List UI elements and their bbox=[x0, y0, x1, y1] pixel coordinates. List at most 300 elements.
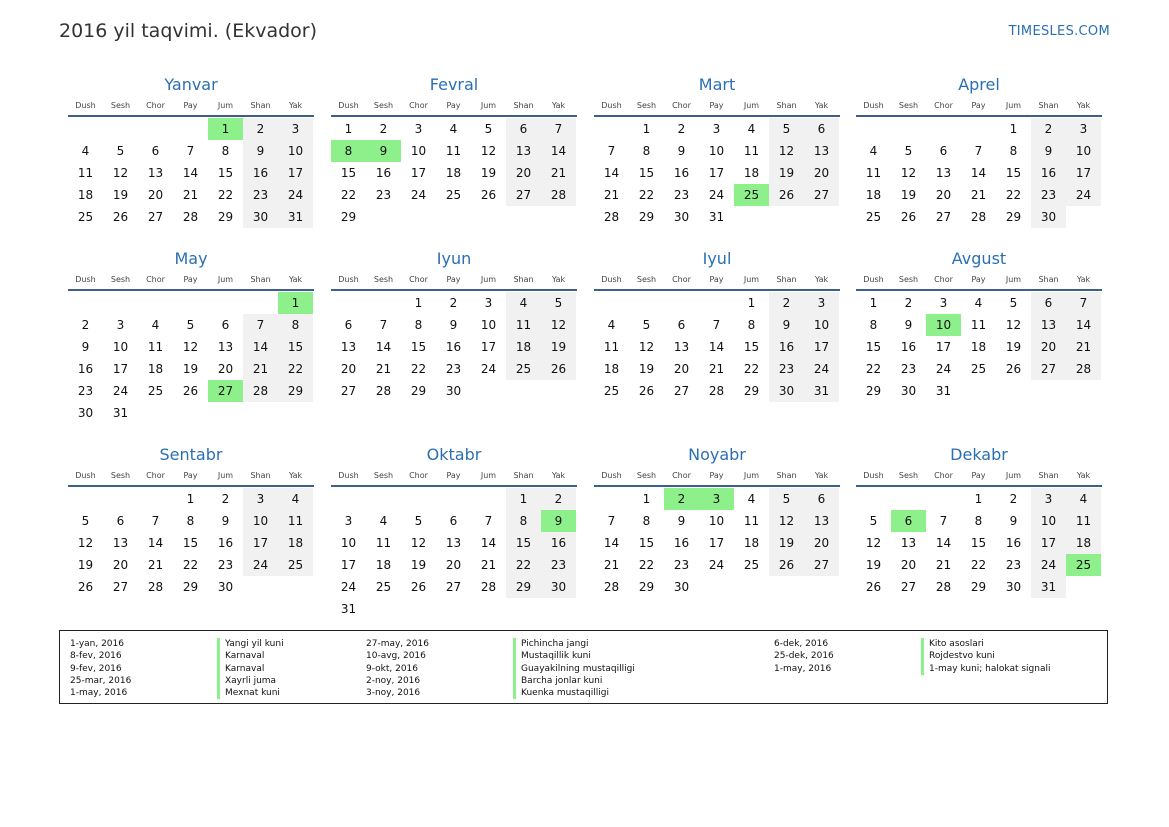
day-cell: 24 bbox=[480, 362, 497, 376]
weekday-label: Pay bbox=[709, 275, 724, 284]
empty-cell bbox=[594, 118, 629, 140]
day-cell: 22 bbox=[278, 358, 313, 380]
day-cell: 17 bbox=[935, 340, 952, 354]
day-cell: 1 bbox=[344, 122, 353, 136]
legend-row bbox=[366, 687, 721, 699]
day-cell: 6 bbox=[804, 488, 839, 510]
month-may bbox=[68, 248, 314, 424]
day-cell: 25 bbox=[865, 210, 882, 224]
day-cell: 20 bbox=[804, 162, 839, 184]
weekday-label: Pay bbox=[709, 471, 724, 480]
day-cell: 12 bbox=[182, 340, 199, 354]
day-cell: 5 bbox=[1009, 296, 1018, 310]
weekday-label: Chor bbox=[146, 275, 165, 284]
month-name: Dekabr bbox=[950, 445, 1008, 464]
month-name: Fevral bbox=[429, 75, 479, 94]
empty-cell bbox=[68, 118, 103, 140]
day-cell: 1 bbox=[974, 492, 983, 506]
day-cell: 7 bbox=[541, 118, 576, 140]
month-name: Noyabr bbox=[688, 445, 746, 464]
day-cell: 22 bbox=[638, 188, 655, 202]
day-cell: 16 bbox=[445, 340, 462, 354]
legend-marker bbox=[513, 650, 516, 662]
day-cell: 4 bbox=[278, 488, 313, 510]
day-grid bbox=[331, 118, 577, 228]
weekday-label: Chor bbox=[409, 471, 428, 480]
day-cell: 30 bbox=[217, 580, 234, 594]
day-cell: 11 bbox=[445, 144, 462, 158]
weekday-label: Pay bbox=[446, 471, 461, 480]
weekday-header bbox=[68, 273, 314, 287]
day-cell: 26 bbox=[77, 580, 94, 594]
month-name: May bbox=[174, 249, 208, 268]
day-cell: 4 bbox=[81, 144, 90, 158]
day-cell: 6 bbox=[804, 118, 839, 140]
day-cell: 27 bbox=[147, 210, 164, 224]
day-cell: 7 bbox=[607, 144, 616, 158]
day-cell: 17 bbox=[112, 362, 129, 376]
day-cell: 20 bbox=[340, 362, 357, 376]
weekday-label: Jum bbox=[743, 471, 760, 480]
day-cell: 28 bbox=[375, 384, 392, 398]
day-cell: 22 bbox=[865, 362, 882, 376]
day-grid bbox=[68, 292, 314, 424]
day-cell: 20 bbox=[445, 558, 462, 572]
day-cell: 15 bbox=[743, 340, 760, 354]
day-cell: 28 bbox=[970, 210, 987, 224]
empty-cell bbox=[664, 292, 699, 314]
day-cell: 21 bbox=[603, 558, 620, 572]
empty-cell bbox=[891, 488, 926, 510]
legend-holiday-name: Barcha jonlar kuni bbox=[521, 675, 603, 686]
day-grid bbox=[856, 488, 1102, 598]
day-cell: 6 bbox=[151, 144, 160, 158]
weekday-label: Pay bbox=[971, 275, 986, 284]
day-cell: 15 bbox=[217, 166, 234, 180]
day-cell: 20 bbox=[506, 162, 541, 184]
day-cell: 22 bbox=[506, 554, 541, 576]
weekday-label: Chor bbox=[146, 101, 165, 110]
day-cell: 12 bbox=[410, 536, 427, 550]
legend-holiday-name: Kuenka mustaqilligi bbox=[521, 688, 609, 699]
weekday-label: Dush bbox=[75, 275, 96, 284]
day-cell: 18 bbox=[743, 166, 760, 180]
empty-cell bbox=[173, 118, 208, 140]
empty-cell bbox=[138, 118, 173, 140]
legend-date: 3-noy, 2016 bbox=[366, 688, 421, 699]
day-cell: 1 bbox=[642, 492, 651, 506]
day-cell: 20 bbox=[147, 188, 164, 202]
legend-date: 9-fev, 2016 bbox=[70, 663, 122, 674]
weekday-label: Yak bbox=[288, 275, 303, 284]
day-cell: 24 bbox=[1066, 184, 1101, 206]
weekday-header bbox=[68, 469, 314, 483]
weekday-label: Shan bbox=[513, 275, 534, 284]
month-name: Aprel bbox=[958, 75, 1000, 94]
day-cell: 22 bbox=[182, 558, 199, 572]
weekday-label: Jum bbox=[480, 101, 497, 110]
day-cell: 8 bbox=[642, 144, 651, 158]
day-cell: 31 bbox=[340, 602, 357, 616]
day-cell: 27 bbox=[804, 184, 839, 206]
day-cell: 10 bbox=[243, 510, 278, 532]
day-cell: 7 bbox=[151, 514, 160, 528]
day-cell: 17 bbox=[278, 162, 313, 184]
day-cell: 22 bbox=[638, 558, 655, 572]
day-cell: 9 bbox=[449, 318, 458, 332]
day-cell: 18 bbox=[1066, 532, 1101, 554]
day-cell: 15 bbox=[410, 340, 427, 354]
day-cell: 18 bbox=[865, 188, 882, 202]
day-cell: 27 bbox=[1031, 358, 1066, 380]
day-cell: 5 bbox=[642, 318, 651, 332]
weekday-label: Shan bbox=[1038, 471, 1059, 480]
day-cell: 13 bbox=[340, 340, 357, 354]
legend-marker bbox=[921, 638, 924, 650]
weekday-label: Dush bbox=[863, 275, 884, 284]
day-cell: 28 bbox=[541, 184, 576, 206]
weekday-label: Yak bbox=[288, 101, 303, 110]
empty-cell bbox=[366, 292, 401, 314]
legend-date: 25-mar, 2016 bbox=[70, 675, 132, 686]
day-cell: 21 bbox=[147, 558, 164, 572]
day-cell: 21 bbox=[935, 558, 952, 572]
weekday-label: Chor bbox=[934, 471, 953, 480]
empty-cell bbox=[331, 488, 366, 510]
empty-cell bbox=[629, 292, 664, 314]
month-iyul bbox=[594, 248, 840, 402]
legend-row bbox=[774, 663, 1129, 675]
day-cell: 5 bbox=[414, 514, 423, 528]
day-cell: 2 bbox=[243, 118, 278, 140]
weekday-label: Dush bbox=[601, 471, 622, 480]
weekday-label: Dush bbox=[601, 101, 622, 110]
day-cell: 19 bbox=[182, 362, 199, 376]
day-cell: 13 bbox=[506, 140, 541, 162]
day-cell: 19 bbox=[541, 336, 576, 358]
weekday-header bbox=[594, 273, 840, 287]
weekday-label: Sesh bbox=[373, 471, 394, 480]
legend-marker bbox=[921, 650, 924, 662]
brand-link[interactable]: TIMESLES.COM bbox=[1008, 24, 1110, 39]
day-cell: 23 bbox=[1031, 184, 1066, 206]
day-cell: 29 bbox=[278, 380, 313, 402]
day-cell: 15 bbox=[1005, 166, 1022, 180]
header-divider bbox=[68, 289, 314, 291]
day-cell: 14 bbox=[603, 166, 620, 180]
day-cell: 18 bbox=[375, 558, 392, 572]
day-cell: 8 bbox=[1009, 144, 1018, 158]
day-cell: 7 bbox=[712, 318, 721, 332]
weekday-label: Sesh bbox=[373, 101, 394, 110]
day-cell: 12 bbox=[541, 314, 576, 336]
weekday-label: Pay bbox=[183, 471, 198, 480]
day-cell: 18 bbox=[970, 340, 987, 354]
day-cell: 12 bbox=[112, 166, 129, 180]
weekday-header bbox=[856, 99, 1102, 113]
day-cell: 4 bbox=[747, 122, 756, 136]
day-cell: 12 bbox=[900, 166, 917, 180]
day-cell: 9 bbox=[769, 314, 804, 336]
day-cell: 2 bbox=[677, 122, 686, 136]
day-cell: 11 bbox=[743, 514, 760, 528]
day-cell: 31 bbox=[278, 206, 313, 228]
empty-cell bbox=[243, 292, 278, 314]
day-cell: 10 bbox=[804, 314, 839, 336]
day-cell: 29 bbox=[410, 384, 427, 398]
day-cell: 21 bbox=[541, 162, 576, 184]
header-divider bbox=[856, 485, 1102, 487]
day-cell: 7 bbox=[484, 514, 493, 528]
day-cell: 8 bbox=[414, 318, 423, 332]
day-cell: 20 bbox=[673, 362, 690, 376]
weekday-label: Yak bbox=[551, 471, 566, 480]
empty-cell bbox=[891, 118, 926, 140]
day-cell: 3 bbox=[414, 122, 423, 136]
month-name: Iyun bbox=[436, 249, 472, 268]
day-cell: 21 bbox=[375, 362, 392, 376]
day-cell: 31 bbox=[804, 380, 839, 402]
month-mart bbox=[594, 74, 840, 228]
weekday-label: Sesh bbox=[898, 471, 919, 480]
weekday-label: Yak bbox=[814, 471, 829, 480]
day-cell: 12 bbox=[865, 536, 882, 550]
day-cell: 29 bbox=[743, 384, 760, 398]
day-cell: 11 bbox=[278, 510, 313, 532]
weekday-label: Jum bbox=[480, 471, 497, 480]
day-grid bbox=[594, 292, 840, 402]
day-cell: 25 bbox=[743, 558, 760, 572]
day-cell: 8 bbox=[974, 514, 983, 528]
day-cell: 17 bbox=[804, 336, 839, 358]
holiday-day-cell: 1 bbox=[278, 292, 313, 314]
weekday-label: Shan bbox=[513, 471, 534, 480]
day-cell: 16 bbox=[1005, 536, 1022, 550]
empty-cell bbox=[594, 292, 629, 314]
legend-marker bbox=[217, 687, 220, 699]
legend-marker bbox=[921, 663, 924, 675]
weekday-label: Jum bbox=[1005, 471, 1022, 480]
day-cell: 19 bbox=[480, 166, 497, 180]
weekday-label: Dush bbox=[863, 101, 884, 110]
day-cell: 27 bbox=[804, 554, 839, 576]
day-cell: 8 bbox=[278, 314, 313, 336]
day-cell: 25 bbox=[147, 384, 164, 398]
legend-row bbox=[366, 638, 721, 650]
day-cell: 2 bbox=[541, 488, 576, 510]
day-cell: 15 bbox=[340, 166, 357, 180]
day-cell: 18 bbox=[603, 362, 620, 376]
day-cell: 23 bbox=[900, 362, 917, 376]
holiday-day-cell: 27 bbox=[208, 380, 243, 402]
weekday-header bbox=[856, 273, 1102, 287]
day-cell: 15 bbox=[182, 536, 199, 550]
day-cell: 10 bbox=[410, 144, 427, 158]
day-cell: 22 bbox=[217, 188, 234, 202]
day-cell: 10 bbox=[1031, 510, 1066, 532]
day-cell: 23 bbox=[1005, 558, 1022, 572]
day-cell: 26 bbox=[900, 210, 917, 224]
empty-cell bbox=[926, 488, 961, 510]
day-cell: 6 bbox=[344, 318, 353, 332]
weekday-label: Yak bbox=[1076, 471, 1091, 480]
day-cell: 6 bbox=[449, 514, 458, 528]
day-cell: 29 bbox=[970, 580, 987, 594]
legend-holiday-name: 1-may kuni; halokat signali bbox=[929, 663, 1051, 674]
day-cell: 4 bbox=[747, 492, 756, 506]
day-cell: 13 bbox=[804, 140, 839, 162]
day-cell: 9 bbox=[1031, 140, 1066, 162]
day-grid bbox=[594, 488, 840, 598]
day-cell: 30 bbox=[1031, 206, 1066, 228]
day-cell: 27 bbox=[935, 210, 952, 224]
day-cell: 18 bbox=[445, 166, 462, 180]
day-cell: 18 bbox=[147, 362, 164, 376]
month-yanvar bbox=[68, 74, 314, 228]
day-cell: 30 bbox=[77, 406, 94, 420]
day-cell: 5 bbox=[81, 514, 90, 528]
day-cell: 14 bbox=[603, 536, 620, 550]
day-cell: 12 bbox=[1005, 318, 1022, 332]
weekday-label: Yak bbox=[551, 101, 566, 110]
day-cell: 2 bbox=[769, 292, 804, 314]
empty-cell bbox=[68, 488, 103, 510]
legend-holiday-name: Rojdestvo kuni bbox=[929, 651, 995, 662]
weekday-label: Sesh bbox=[636, 101, 657, 110]
legend-holiday-name: Kito asoslari bbox=[929, 639, 984, 649]
month-avgust bbox=[856, 248, 1102, 402]
month-noyabr bbox=[594, 444, 840, 598]
day-cell: 8 bbox=[747, 318, 756, 332]
legend-holiday-name: Yangi yil kuni bbox=[225, 639, 284, 649]
day-cell: 21 bbox=[708, 362, 725, 376]
day-cell: 29 bbox=[182, 580, 199, 594]
holiday-day-cell: 2 bbox=[664, 488, 699, 510]
day-cell: 7 bbox=[243, 314, 278, 336]
legend-row bbox=[774, 638, 1129, 650]
legend-date: 9-okt, 2016 bbox=[366, 663, 419, 674]
legend-holiday-name: Karnaval bbox=[225, 651, 265, 662]
day-grid bbox=[68, 118, 314, 228]
day-cell: 21 bbox=[243, 358, 278, 380]
day-cell: 20 bbox=[217, 362, 234, 376]
day-cell: 21 bbox=[480, 558, 497, 572]
day-cell: 24 bbox=[935, 362, 952, 376]
day-cell: 17 bbox=[410, 166, 427, 180]
day-grid bbox=[594, 118, 840, 228]
day-cell: 28 bbox=[243, 380, 278, 402]
empty-cell bbox=[856, 118, 891, 140]
day-cell: 19 bbox=[865, 558, 882, 572]
holiday-day-cell: 8 bbox=[331, 140, 366, 162]
day-cell: 26 bbox=[480, 188, 497, 202]
day-cell: 31 bbox=[708, 210, 725, 224]
legend-column bbox=[366, 638, 721, 699]
month-name: Avgust bbox=[951, 249, 1007, 268]
day-cell: 22 bbox=[970, 558, 987, 572]
legend-date: 6-dek, 2016 bbox=[774, 639, 829, 649]
day-cell: 17 bbox=[708, 166, 725, 180]
day-cell: 7 bbox=[974, 144, 983, 158]
day-cell: 13 bbox=[217, 340, 234, 354]
day-cell: 29 bbox=[217, 210, 234, 224]
day-cell: 7 bbox=[186, 144, 195, 158]
holiday-day-cell: 3 bbox=[699, 488, 734, 510]
day-cell: 3 bbox=[344, 514, 353, 528]
weekday-label: Pay bbox=[971, 101, 986, 110]
day-cell: 28 bbox=[182, 210, 199, 224]
day-cell: 29 bbox=[340, 210, 357, 224]
day-cell: 21 bbox=[1066, 336, 1101, 358]
legend-column bbox=[774, 638, 1129, 675]
month-oktabr bbox=[331, 444, 577, 620]
day-cell: 20 bbox=[935, 188, 952, 202]
day-cell: 8 bbox=[869, 318, 878, 332]
day-cell: 10 bbox=[1066, 140, 1101, 162]
day-cell: 2 bbox=[1009, 492, 1018, 506]
legend-marker bbox=[513, 638, 516, 650]
weekday-header bbox=[594, 469, 840, 483]
day-cell: 17 bbox=[480, 340, 497, 354]
day-cell: 11 bbox=[743, 144, 760, 158]
month-dekabr bbox=[856, 444, 1102, 598]
weekday-header bbox=[331, 273, 577, 287]
day-cell: 15 bbox=[638, 536, 655, 550]
day-cell: 5 bbox=[484, 122, 493, 136]
weekday-label: Shan bbox=[776, 101, 797, 110]
day-cell: 28 bbox=[1066, 358, 1101, 380]
day-cell: 1 bbox=[414, 296, 423, 310]
weekday-header bbox=[331, 99, 577, 113]
legend-holiday-name: Pichincha jangi bbox=[521, 639, 589, 649]
day-cell: 12 bbox=[480, 144, 497, 158]
legend-row bbox=[366, 675, 721, 687]
day-cell: 7 bbox=[607, 514, 616, 528]
day-grid bbox=[331, 488, 577, 620]
holiday-day-cell: 25 bbox=[1066, 554, 1101, 576]
day-cell: 8 bbox=[642, 514, 651, 528]
day-cell: 4 bbox=[449, 122, 458, 136]
day-cell: 22 bbox=[743, 362, 760, 376]
day-cell: 2 bbox=[81, 318, 90, 332]
day-cell: 2 bbox=[1031, 118, 1066, 140]
day-cell: 23 bbox=[375, 188, 392, 202]
legend-marker bbox=[217, 675, 220, 687]
day-cell: 5 bbox=[541, 292, 576, 314]
day-cell: 11 bbox=[603, 340, 620, 354]
day-cell: 24 bbox=[1031, 554, 1066, 576]
day-cell: 21 bbox=[182, 188, 199, 202]
day-cell: 2 bbox=[449, 296, 458, 310]
day-cell: 24 bbox=[708, 188, 725, 202]
weekday-label: Shan bbox=[776, 275, 797, 284]
weekday-label: Chor bbox=[672, 101, 691, 110]
day-cell: 26 bbox=[112, 210, 129, 224]
empty-cell bbox=[208, 292, 243, 314]
day-cell: 14 bbox=[541, 140, 576, 162]
weekday-label: Shan bbox=[250, 471, 271, 480]
day-cell: 13 bbox=[804, 510, 839, 532]
holiday-day-cell: 9 bbox=[541, 510, 576, 532]
day-cell: 1 bbox=[1009, 122, 1018, 136]
empty-cell bbox=[138, 488, 173, 510]
weekday-label: Sesh bbox=[636, 275, 657, 284]
day-cell: 5 bbox=[186, 318, 195, 332]
day-cell: 3 bbox=[484, 296, 493, 310]
weekday-header bbox=[68, 99, 314, 113]
day-cell: 23 bbox=[445, 362, 462, 376]
day-cell: 26 bbox=[638, 384, 655, 398]
